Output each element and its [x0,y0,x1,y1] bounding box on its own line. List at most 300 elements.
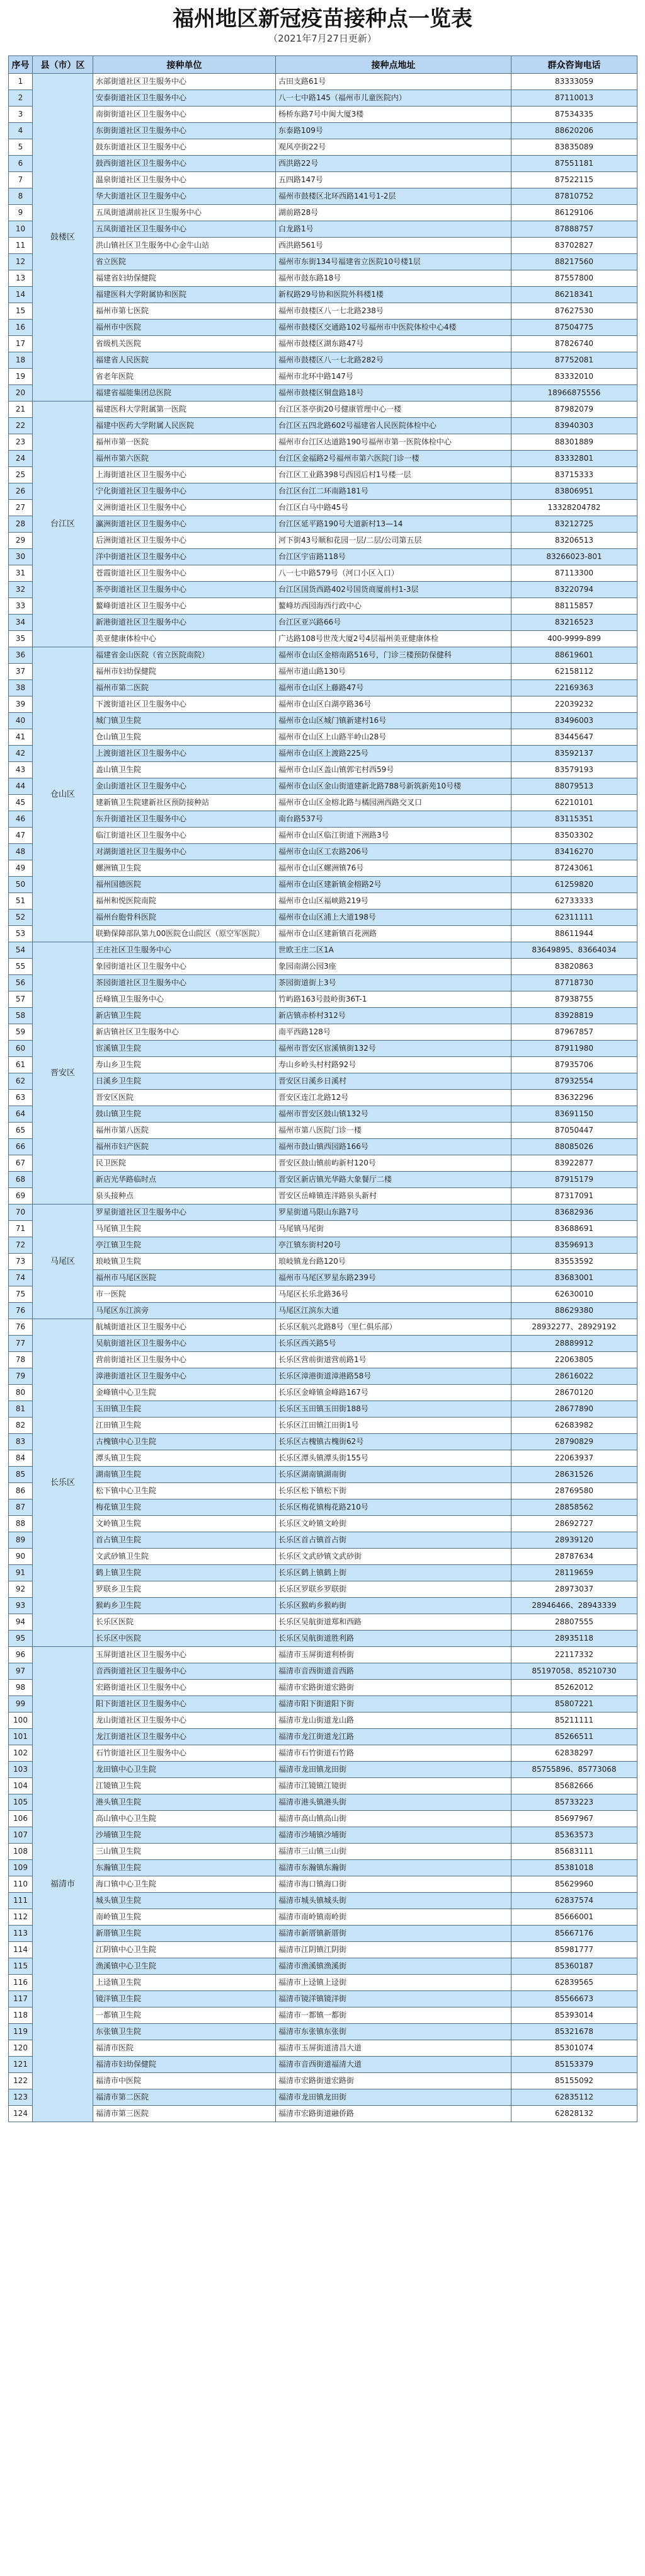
phone-cell: 83212725 [511,516,637,533]
row-index: 38 [9,680,33,696]
table-row [9,1467,637,1483]
table-row [9,1598,637,1614]
address-cell: 福州市仓山区福峡路219号 [276,893,511,910]
table-row [9,975,637,991]
unit-cell: 福清市医院 [93,2040,276,2057]
table-row [9,90,637,107]
district-cell: 台江区 [33,401,93,647]
address-cell: 福州市仓山区上藤路47号 [276,680,511,696]
address-cell: 茶园街道街上3号 [276,975,511,991]
address-cell: 长乐区玉田镇玉田街188号 [276,1401,511,1418]
unit-cell: 玉田镇卫生院 [93,1401,276,1418]
phone-cell: 83115351 [511,811,637,828]
row-index: 111 [9,1893,33,1909]
row-index: 63 [9,1090,33,1106]
unit-cell: 晋安区医院 [93,1090,276,1106]
phone-cell: 87915179 [511,1172,637,1188]
table-row [9,1499,637,1516]
phone-cell: 28807555 [511,1614,637,1631]
table-row [9,1532,637,1549]
table-row [9,270,637,287]
row-index: 46 [9,811,33,828]
table-row [9,238,637,254]
table-row [9,1368,637,1385]
table-row [9,156,637,172]
phone-cell: 28973037 [511,1581,637,1598]
phone-cell: 85155092 [511,2073,637,2089]
table-row [9,1713,637,1729]
phone-cell: 87243061 [511,860,637,877]
row-index: 59 [9,1024,33,1041]
unit-cell: 新店光华路临时点 [93,1172,276,1188]
table-row [9,1385,637,1401]
unit-cell: 福州和悦医院南院 [93,893,276,910]
phone-cell: 83683001 [511,1270,637,1286]
phone-cell: 86129106 [511,205,637,221]
address-cell: 河下街43号顺和花园一层/二层/公司第五层 [276,533,511,549]
table-row [9,1565,637,1581]
row-index: 83 [9,1434,33,1450]
unit-cell: 鼓山镇卫生院 [93,1106,276,1123]
phone-cell: 22117332 [511,1647,637,1663]
address-cell: 福清市上迳镇上迳街 [276,1975,511,1991]
table-row [9,942,637,959]
row-index: 70 [9,1204,33,1221]
address-cell: 西洪路561号 [276,238,511,254]
row-index: 118 [9,2007,33,2024]
phone-cell: 88620206 [511,123,637,139]
phone-cell: 83553592 [511,1254,637,1270]
row-index: 57 [9,991,33,1008]
row-index: 117 [9,1991,33,2007]
row-index: 97 [9,1663,33,1680]
row-index: 17 [9,336,33,352]
table-row [9,205,637,221]
unit-cell: 民卫医院 [93,1155,276,1172]
unit-cell: 洪山镇社区卫生服务中心金牛山站 [93,238,276,254]
address-cell: 福清市宏路街道融侨路 [276,2106,511,2122]
unit-cell: 城门镇卫生院 [93,713,276,729]
row-index: 60 [9,1041,33,1057]
address-cell: 长乐区西关路5号 [276,1336,511,1352]
phone-cell: 87826740 [511,336,637,352]
address-cell: 福州市鼓楼区北环西路141号1-2层 [276,188,511,205]
unit-cell: 长乐区中医院 [93,1631,276,1647]
phone-cell: 62839565 [511,1975,637,1991]
table-row [9,1762,637,1778]
phone-cell: 85363573 [511,1827,637,1844]
phone-cell: 87050447 [511,1123,637,1139]
row-index: 29 [9,533,33,549]
unit-cell: 日溪乡卫生院 [93,1073,276,1090]
table-row [9,139,637,156]
row-index: 62 [9,1073,33,1090]
phone-cell: 87110013 [511,90,637,107]
address-cell: 鳌峰坊西园海西行政中心 [276,598,511,615]
address-cell: 长乐区猴屿乡猴屿街 [276,1598,511,1614]
row-index: 54 [9,942,33,959]
table-row [9,107,637,123]
table-row [9,713,637,729]
phone-cell: 83688691 [511,1221,637,1237]
table-row [9,910,637,926]
phone-cell: 22169363 [511,680,637,696]
address-cell: 长乐区潭头镇潭头街155号 [276,1450,511,1467]
unit-cell: 沙埔镇卫生院 [93,1827,276,1844]
row-index: 75 [9,1286,33,1303]
table-row [9,1926,637,1942]
phone-cell: 83445647 [511,729,637,746]
row-index: 25 [9,467,33,483]
unit-cell: 潭头镇卫生院 [93,1450,276,1467]
table-row [9,434,637,451]
table-row [9,1483,637,1499]
row-index: 84 [9,1450,33,1467]
unit-cell: 福州市马尾区医院 [93,1270,276,1286]
table-header-row [9,56,637,74]
row-index: 88 [9,1516,33,1532]
phone-cell: 85262012 [511,1680,637,1696]
address-cell: 福州市鼓楼区铜盘路18号 [276,385,511,401]
unit-cell: 音西街道社区卫生服务中心 [93,1663,276,1680]
row-index: 120 [9,2040,33,2057]
table-row [9,1221,637,1237]
address-cell: 福州市晋安区鼓山镇132号 [276,1106,511,1123]
phone-cell: 28935118 [511,1631,637,1647]
unit-cell: 水部街道社区卫生服务中心 [93,74,276,90]
phone-cell: 85667176 [511,1926,637,1942]
phone-cell: 85733223 [511,1794,637,1811]
row-index: 123 [9,2089,33,2106]
address-cell: 长乐区漳港街道漳港路58号 [276,1368,511,1385]
table-row [9,2089,637,2106]
address-cell: 东泰路109号 [276,123,511,139]
phone-cell: 87752081 [511,352,637,369]
phone-cell: 83333059 [511,74,637,90]
table-row [9,254,637,270]
row-index: 79 [9,1368,33,1385]
table-row [9,1860,637,1876]
unit-cell: 福州市第七医院 [93,303,276,320]
unit-cell: 文岭镇卫生院 [93,1516,276,1532]
unit-cell: 阳下街道社区卫生服务中心 [93,1696,276,1713]
phone-cell: 88619601 [511,647,637,664]
address-cell: 福州市鼓楼区八一七北路282号 [276,352,511,369]
row-index: 107 [9,1827,33,1844]
row-index: 73 [9,1254,33,1270]
phone-cell: 85697967 [511,1811,637,1827]
row-index: 72 [9,1237,33,1254]
unit-cell: 文武砂镇卫生院 [93,1549,276,1565]
vaccination-sites-table [8,55,637,2122]
address-cell: 福州市鼓楼区湖东路47号 [276,336,511,352]
address-cell: 福清市玉屏街道清昌大道 [276,2040,511,2057]
phone-cell: 87504775 [511,320,637,336]
unit-cell: 南岭镇卫生院 [93,1909,276,1926]
table-row [9,516,637,533]
address-cell: 福州市仓山区上山路半岭山28号 [276,729,511,746]
phone-cell: 87982079 [511,401,637,418]
unit-cell: 福州市第八医院 [93,1123,276,1139]
address-cell: 福清市一都镇一都街 [276,2007,511,2024]
row-index: 45 [9,795,33,811]
unit-cell: 亭江镇卫生院 [93,1237,276,1254]
row-index: 22 [9,418,33,434]
row-index: 27 [9,500,33,516]
address-cell: 长乐区营前街道营前路1号 [276,1352,511,1368]
table-row [9,860,637,877]
unit-cell: 鼓东街道社区卫生服务中心 [93,139,276,156]
address-cell: 新权路29号协和医院外科楼1楼 [276,287,511,303]
row-index: 41 [9,729,33,746]
unit-cell: 金山街道社区卫生服务中心 [93,778,276,795]
table-row [9,1155,637,1172]
address-cell: 福清市渔溪镇渔溪街 [276,1958,511,1975]
phone-cell: 83592137 [511,746,637,762]
address-cell: 福清市龙山街道龙山路 [276,1713,511,1729]
row-index: 76 [9,1319,33,1336]
address-cell: 长乐区罗联乡罗联街 [276,1581,511,1598]
table-row [9,2073,637,2089]
address-cell: 福清市石竹街道石竹路 [276,1745,511,1762]
address-cell: 台江区茶亭街20号健康管理中心一楼 [276,401,511,418]
table-row [9,1549,637,1565]
address-cell: 晋安区鼓山镇前屿新村120号 [276,1155,511,1172]
table-row [9,1352,637,1368]
address-cell: 福州市台江区达道路190号福州市第一医院体检中心 [276,434,511,451]
phone-cell: 62210101 [511,795,637,811]
row-index: 94 [9,1614,33,1631]
row-index: 39 [9,696,33,713]
address-cell: 福清市龙田镇龙田街 [276,1762,511,1778]
unit-cell: 福建省人民医院 [93,352,276,369]
phone-cell: 87935706 [511,1057,637,1073]
address-cell: 福州市仓山区浦上大道198号 [276,910,511,926]
row-index: 26 [9,483,33,500]
row-index: 121 [9,2057,33,2073]
address-cell: 五四路147号 [276,172,511,188]
table-row [9,615,637,631]
unit-cell: 螺洲镇卫生院 [93,860,276,877]
row-index: 90 [9,1549,33,1565]
address-cell: 福州市鼓楼区交通路102号福州市中医院体检中心4楼 [276,320,511,336]
phone-cell: 87522115 [511,172,637,188]
row-index: 124 [9,2106,33,2122]
table-row [9,1188,637,1204]
address-cell: 台江区宇宙路118号 [276,549,511,565]
row-index: 89 [9,1532,33,1549]
row-index: 19 [9,369,33,385]
address-cell: 福清市南岭镇南岭街 [276,1909,511,1926]
unit-cell: 省老年医院 [93,369,276,385]
table-row [9,926,637,942]
row-index: 69 [9,1188,33,1204]
row-index: 36 [9,647,33,664]
address-cell: 福州市仓山区建新镇金榕路2号 [276,877,511,893]
phone-cell: 83691150 [511,1106,637,1123]
phone-cell: 83220794 [511,582,637,598]
unit-cell: 福清市中医院 [93,2073,276,2089]
table-row [9,418,637,434]
phone-cell: 83940303 [511,418,637,434]
unit-cell: 罗星街道社区卫生服务中心 [93,1204,276,1221]
row-index: 8 [9,188,33,205]
table-row [9,778,637,795]
row-index: 52 [9,910,33,926]
unit-cell: 新港街道社区卫生服务中心 [93,615,276,631]
address-cell: 台江区延平路190号大道新村13—14 [276,516,511,533]
table-row [9,1336,637,1352]
phone-cell: 87938755 [511,991,637,1008]
address-cell: 福州市道山路130号 [276,664,511,680]
address-cell: 福清市新厝镇新厝街 [276,1926,511,1942]
row-index: 71 [9,1221,33,1237]
phone-cell: 28119659 [511,1565,637,1581]
table-row [9,1319,637,1336]
row-index: 74 [9,1270,33,1286]
table-body [9,74,637,2122]
address-cell: 福州市仓山区金榕北路与橘园洲西路交叉口 [276,795,511,811]
table-row [9,795,637,811]
address-cell: 福清市宏路街道宏路街 [276,1680,511,1696]
phone-cell: 85197058、85210730 [511,1663,637,1680]
address-cell: 长乐区梅花镇梅花路210号 [276,1499,511,1516]
row-index: 119 [9,2024,33,2040]
phone-cell: 83835089 [511,139,637,156]
table-row [9,320,637,336]
unit-cell: 福建医科大学附属第一医院 [93,401,276,418]
table-row [9,2057,637,2073]
address-cell: 福州市晋安区宦溪镇街132号 [276,1041,511,1057]
address-cell: 湖前路28号 [276,205,511,221]
table-row [9,1204,637,1221]
address-cell: 福清市阳下街道阳下街 [276,1696,511,1713]
table-row [9,1647,637,1663]
table-row [9,483,637,500]
unit-cell: 美亚健康体检中心 [93,631,276,647]
address-cell: 福清市玉屏街道利桥街 [276,1647,511,1663]
table-row [9,303,637,320]
address-cell: 福州市仓山区城门镇新建村16号 [276,713,511,729]
table-row [9,1450,637,1467]
unit-cell: 五凤街道湖前社区卫生服务中心 [93,205,276,221]
row-index: 66 [9,1139,33,1155]
row-index: 33 [9,598,33,615]
address-cell: 福清市三山镇三山街 [276,1844,511,1860]
phone-cell: 85153379 [511,2057,637,2073]
row-index: 56 [9,975,33,991]
table-row [9,467,637,483]
address-cell: 福州市仓山区建新镇百花洲路 [276,926,511,942]
table-row [9,172,637,188]
unit-cell: 金峰镇中心卫生院 [93,1385,276,1401]
address-cell: 福清市沙埔镇沙埔街 [276,1827,511,1844]
table-row [9,74,637,90]
address-cell: 台江区亚兴路66号 [276,615,511,631]
phone-cell: 28932277、28929192 [511,1319,637,1336]
address-cell: 寿山乡岭头村村路92号 [276,1057,511,1073]
row-index: 55 [9,959,33,975]
table-row [9,1876,637,1893]
phone-cell: 88611944 [511,926,637,942]
row-index: 110 [9,1876,33,1893]
unit-cell: 江镜镇卫生院 [93,1778,276,1794]
address-cell: 杨桥东路7号中闽大厦3楼 [276,107,511,123]
row-index: 2 [9,90,33,107]
table-row [9,369,637,385]
unit-cell: 瀛洲街道社区卫生服务中心 [93,516,276,533]
phone-cell: 85566673 [511,1991,637,2007]
unit-cell: 省立医院 [93,254,276,270]
address-cell: 南平西路128号 [276,1024,511,1041]
row-index: 116 [9,1975,33,1991]
address-cell: 福州市第八医院门诊一楼 [276,1123,511,1139]
row-index: 101 [9,1729,33,1745]
address-cell: 福州市鼓山镇西园路166号 [276,1139,511,1155]
table-row [9,352,637,369]
address-cell: 福清市城头镇城头街 [276,1893,511,1909]
table-row [9,1106,637,1123]
row-index: 114 [9,1942,33,1958]
table-row [9,221,637,238]
address-cell: 福州市仓山区盖山镇郭宅村西59号 [276,762,511,778]
column-header-district: 县（市）区 [33,56,93,74]
unit-cell: 福州市第一医院 [93,434,276,451]
phone-cell: 83503302 [511,828,637,844]
table-row [9,647,637,664]
table-row [9,729,637,746]
unit-cell: 福州市第二医院 [93,680,276,696]
table-row [9,533,637,549]
unit-cell: 龙山街道社区卫生服务中心 [93,1713,276,1729]
phone-cell: 87932554 [511,1073,637,1090]
row-index: 11 [9,238,33,254]
phone-cell: 87911980 [511,1041,637,1057]
address-cell: 福州市仓山区金山街道建新北路788号新筑新苑10号楼 [276,778,511,795]
phone-cell: 28769580 [511,1483,637,1499]
unit-cell: 福州市妇产医院 [93,1139,276,1155]
address-cell: 白龙路1号 [276,221,511,238]
phone-cell: 85301074 [511,2040,637,2057]
table-row [9,746,637,762]
unit-cell: 茶亭街道社区卫生服务中心 [93,582,276,598]
table-row [9,1139,637,1155]
row-index: 28 [9,516,33,533]
phone-cell: 83496003 [511,713,637,729]
address-cell: 福州市仓山区临江街道下洲路3号 [276,828,511,844]
row-index: 15 [9,303,33,320]
row-index: 4 [9,123,33,139]
unit-cell: 石竹街道社区卫生服务中心 [93,1745,276,1762]
address-cell: 福州市仓山区螺洲镇76号 [276,860,511,877]
row-index: 80 [9,1385,33,1401]
row-index: 48 [9,844,33,860]
table-row [9,2106,637,2122]
unit-cell: 港头镇卫生院 [93,1794,276,1811]
table-row [9,1631,637,1647]
unit-cell: 新厝镇卫生院 [93,1926,276,1942]
phone-cell: 22039232 [511,696,637,713]
row-index: 42 [9,746,33,762]
address-cell: 亭江镇东街村20号 [276,1237,511,1254]
row-index: 105 [9,1794,33,1811]
phone-cell: 85755896、85773068 [511,1762,637,1778]
address-cell: 福清市江阴镇江阴街 [276,1942,511,1958]
table-row [9,1286,637,1303]
phone-cell: 85266511 [511,1729,637,1745]
unit-cell: 福州台胞骨科医院 [93,910,276,926]
table-row [9,680,637,696]
